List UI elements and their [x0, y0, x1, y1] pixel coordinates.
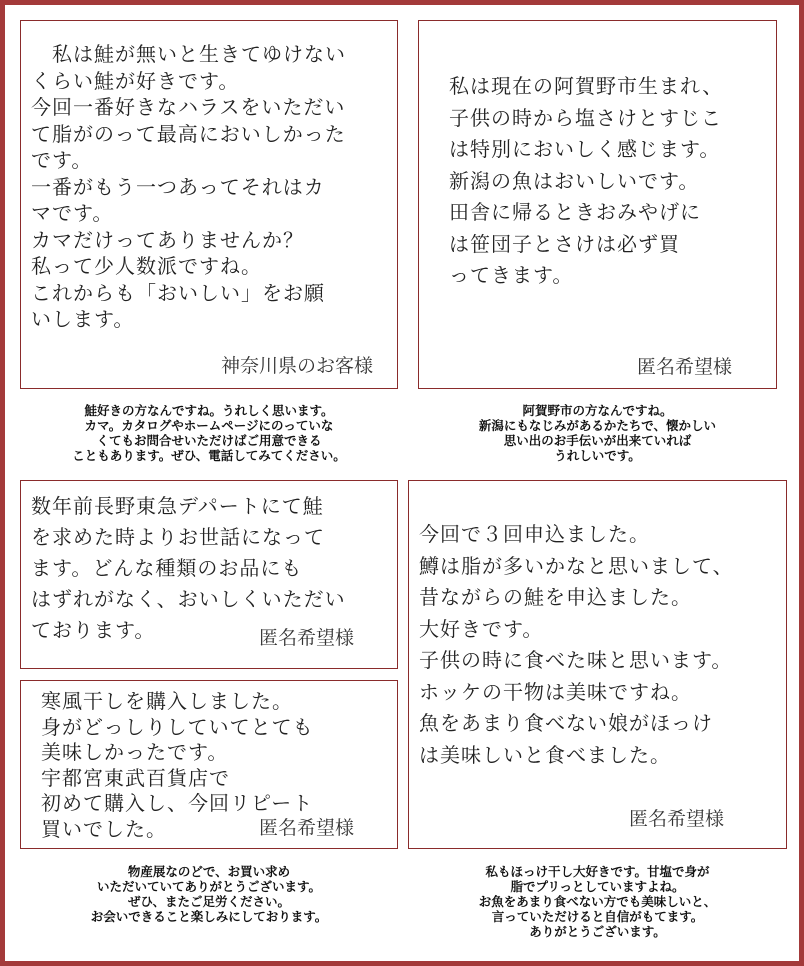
testimonial-signature: 神奈川県のお客様: [221, 355, 374, 377]
testimonial-text: 今回で３回申込ました。 鱒は脂が多いかなと思いまして、 昔ながらの鮭を申込ました。 大好きです。 子供の時に食べた味と思います。 ホッケの干物は美味ですね。 魚をあまり食べない娘がほっけ は美味しいと食べました。: [419, 522, 734, 767]
testimonial-text: 私は現在の阿賀野市生まれ、 子供の時から塩さけとすじこ は特別においしく感じます。 新潟の魚はおいしいです。 田舎に帰るときおみやげに は笹団子とさけは必ず買 ってきます。: [449, 74, 724, 287]
testimonial-text: 私は鮭が無いと生きてゆけない くらい鮭が好きです。 今回一番好きなハラスをいただい て脂がのって最高においしかった です。 一番がもう一つあってそれはカ マです。 カマだけってありませんか？ 私って少人数派ですね。 これからも「おいしい」をお願 いします。: [31, 42, 346, 331]
testimonial-signature: 匿名希望様: [629, 808, 725, 830]
testimonial-card-kanagawa: [20, 20, 398, 389]
testimonial-text: 寒風干しを購入しました。 身がどっしりしていてとても 美味しかったです。 宇都宮東武百貨店で 初めて購入し、今回リピート 買いでした。: [41, 689, 314, 841]
testimonial-text: 数年前長野東急デパートにて鮭 を求めた時よりお世話になって ます。どんな種類のお品にも はずれがなく、おいしくいただい ております。: [31, 494, 346, 642]
testimonial-card-nagano: [20, 480, 398, 669]
reply-message: 私もほっけ干し大好きです。甘塩で身が 脂でプリっとしていますよね。 お魚をあまり食べない方でも美味しいと、 言っていただけると自信がもてます。 ありがとうございます。: [478, 864, 717, 939]
testimonial-card-hokke: [408, 480, 787, 849]
reply-message: 鮭好きの方なんですね。うれしく思います。 カマ。カタログやホームページにのっていな くてもお問合せいただけばご用意できる こともあります。ぜひ、電話してみてください。: [72, 403, 346, 463]
testimonial-signature: 匿名希望様: [259, 817, 355, 839]
reply-message: 物産展なのどで、お買い求め いただいていてありがとうございます。 ぜひ、またご足労ください。 お会いできること楽しみにしております。: [90, 864, 328, 924]
testimonial-signature: 匿名希望様: [637, 356, 733, 378]
reply-message: 阿賀野市の方なんですね。 新潟にもなじみがあるかたちで、懐かしい 思い出のお手伝いが出来ていれば うれしいです。: [478, 403, 717, 463]
testimonial-card-utsunomiya: [20, 680, 398, 849]
testimonial-card-agano: [418, 20, 777, 389]
testimonial-signature: 匿名希望様: [259, 627, 355, 649]
